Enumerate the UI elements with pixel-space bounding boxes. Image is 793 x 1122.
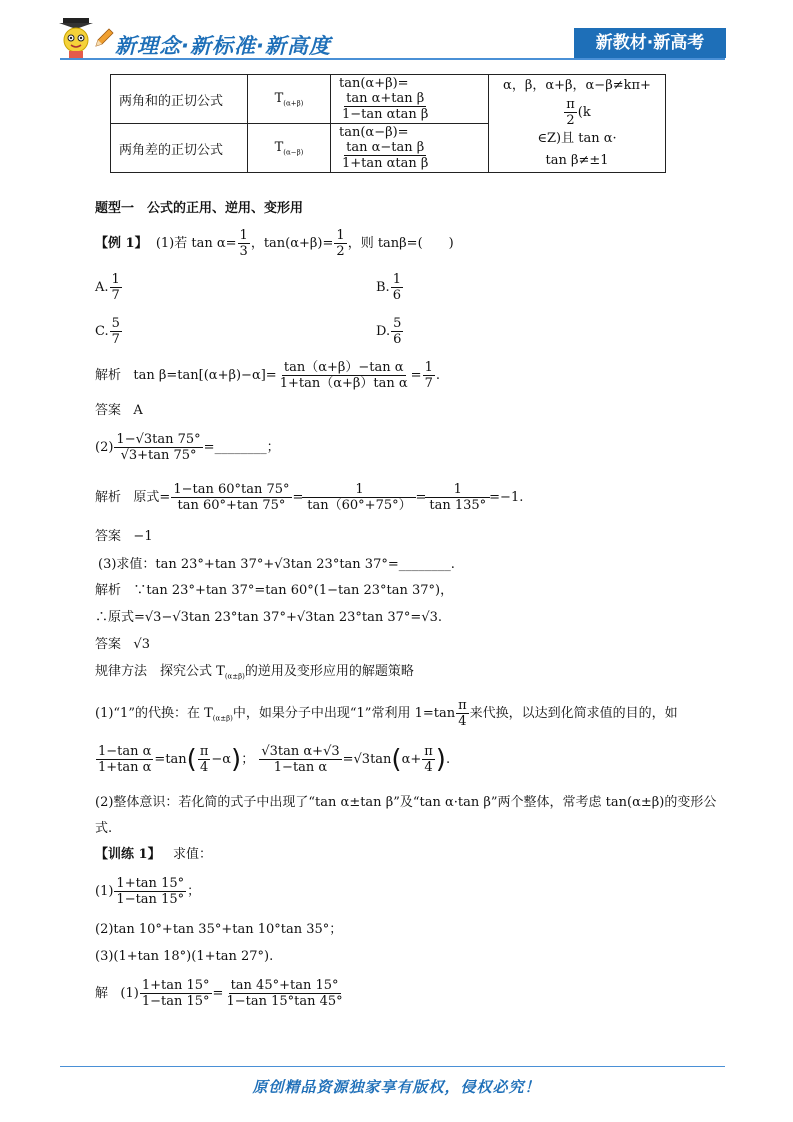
training-q1: (1) $\frac{1+\tan 15^\circ}{1-\tan 15^\circ}$ ； xyxy=(95,876,201,907)
solution-3-cont: ∴原式=√3−√3tan 23°tan 37°+√3tan 23°tan 37°=√3. xyxy=(95,610,443,625)
header-slogan: 新理念·新标准·新高度 xyxy=(115,34,331,58)
formula-expression: tan(α+β)= $\frac{\text{tan α+tan β}}{\text{1−tan αtan β}}$ xyxy=(331,75,489,124)
footer-copyright: 原创精品资源独家享有版权，侵权必究！ xyxy=(252,1078,541,1096)
method-point-2-cont: 式. xyxy=(95,821,113,836)
example-question: 【例 1】 (1)若 tan α= $\frac{1}{3}$ ，tan(α+β)= $\frac{1}{2}$ ，则 tanβ=( ) xyxy=(95,228,454,259)
mascot-logo-icon xyxy=(55,16,99,62)
header-rule xyxy=(60,58,725,60)
training-solution: 解 (1) $\frac{1+\tan 15^\circ}{1-\tan 15^\circ}$ = $\frac{\tan 45^\circ+\tan 15^\circ}{1-\tan 15^\circ\tan 45^\circ}$ xyxy=(95,978,343,1009)
solution-2: 解析 原式= $\frac{1-\tan 60^\circ\tan 75^\circ}{\tan 60^\circ+\tan 75^\circ}$ = $\frac{1}{\tan(60^\circ+75^\circ)}$ = $\frac{1}{\tan 135^\circ}$ =−1. xyxy=(95,482,524,513)
formula-condition: α，β，α+β，α−β≠kπ+ $\frac{\pi}{2}$ (k ∈Z)且 tan α· tan β≠±1 xyxy=(489,75,666,173)
header xyxy=(0,0,793,62)
method-title: 规律方法 探究公式 $T_{(\alpha\pm\beta)}$的逆用及变形应用的解题策略 xyxy=(95,664,414,681)
header-badge-text: 新教材·新高考 xyxy=(595,33,705,53)
method-example: $\frac{\text{1−tan α}}{\text{1+tan α}}$ =tan( $\frac{\pi}{4}$ −α)； $\frac{\text{√3tan α+√3}}{\text{1−tan α}}$ =√3tan(α+ $\frac{\pi}{4}$ ). xyxy=(98,744,451,775)
formula-name: 两角差的正切公式 xyxy=(111,124,248,173)
formula-name: 两角和的正切公式 xyxy=(111,75,248,124)
method-point-2: (2)整体意识：若化简的式子中出现了“tan α±tan β”及“tan α·tan β”两个整体，常考虑 tan(α±β)的变形公 xyxy=(95,795,717,810)
example-question-3: (3)求值：tan 23°+tan 37°+√3tan 23°tan 37°=________. xyxy=(98,557,455,572)
solution-1: 解析 tan β=tan[(α+β)−α]= $\frac{\text{tan（α+β）−tan α}}{\text{1+tan（α+β）tan α}}$ = $\frac{1}{7}$ . xyxy=(95,360,440,391)
training-q3: (3)(1+tan 18°)(1+tan 27°). xyxy=(95,949,274,964)
option-d: D. $\frac{5}{6}$ xyxy=(376,316,402,347)
training-q2: (2)tan 10°+tan 35°+tan 10°tan 35°； xyxy=(95,922,343,937)
footer-rule xyxy=(60,1066,725,1067)
option-b: B. $\frac{1}{6}$ xyxy=(376,272,401,303)
header-badge xyxy=(574,28,726,58)
section-title: 题型一 公式的正用、逆用、变形用 xyxy=(95,201,304,216)
training-title: 【训练 1】 求值： xyxy=(95,847,212,862)
method-point-1: (1)“1”的代换：在 $T_{(\alpha\pm\beta)}$中，如果分子中出现“1”常利用 1=tan $\frac{\pi}{4}$ 来代换，以达到化简求值的目的，如 xyxy=(95,698,678,729)
formula-expression: tan(α−β)= $\frac{\text{tan α−tan β}}{\text{1+tan αtan β}}$ xyxy=(331,124,489,173)
formula-code: $T_{(\alpha+\beta)}$ xyxy=(248,75,331,124)
solution-3: 解析 ∵tan 23°+tan 37°=tan 60°(1−tan 23°tan 37°)， xyxy=(95,583,454,598)
option-a: A. $\frac{1}{7}$ xyxy=(95,272,120,303)
option-c: C. $\frac{5}{7}$ xyxy=(95,316,120,347)
pencil-icon xyxy=(94,28,114,48)
formula-code: $T_{(\alpha-\beta)}$ xyxy=(248,124,331,173)
answer-1: 答案 A xyxy=(95,403,143,418)
table-row xyxy=(111,75,666,124)
answer-2: 答案 −1 xyxy=(95,529,153,544)
answer-3: 答案 √3 xyxy=(95,637,150,652)
formula-table xyxy=(110,74,666,173)
example-question-2: (2) $\frac{1-√3\tan 75^\circ}{√3+\tan 75^\circ}$ =________； xyxy=(95,432,280,463)
